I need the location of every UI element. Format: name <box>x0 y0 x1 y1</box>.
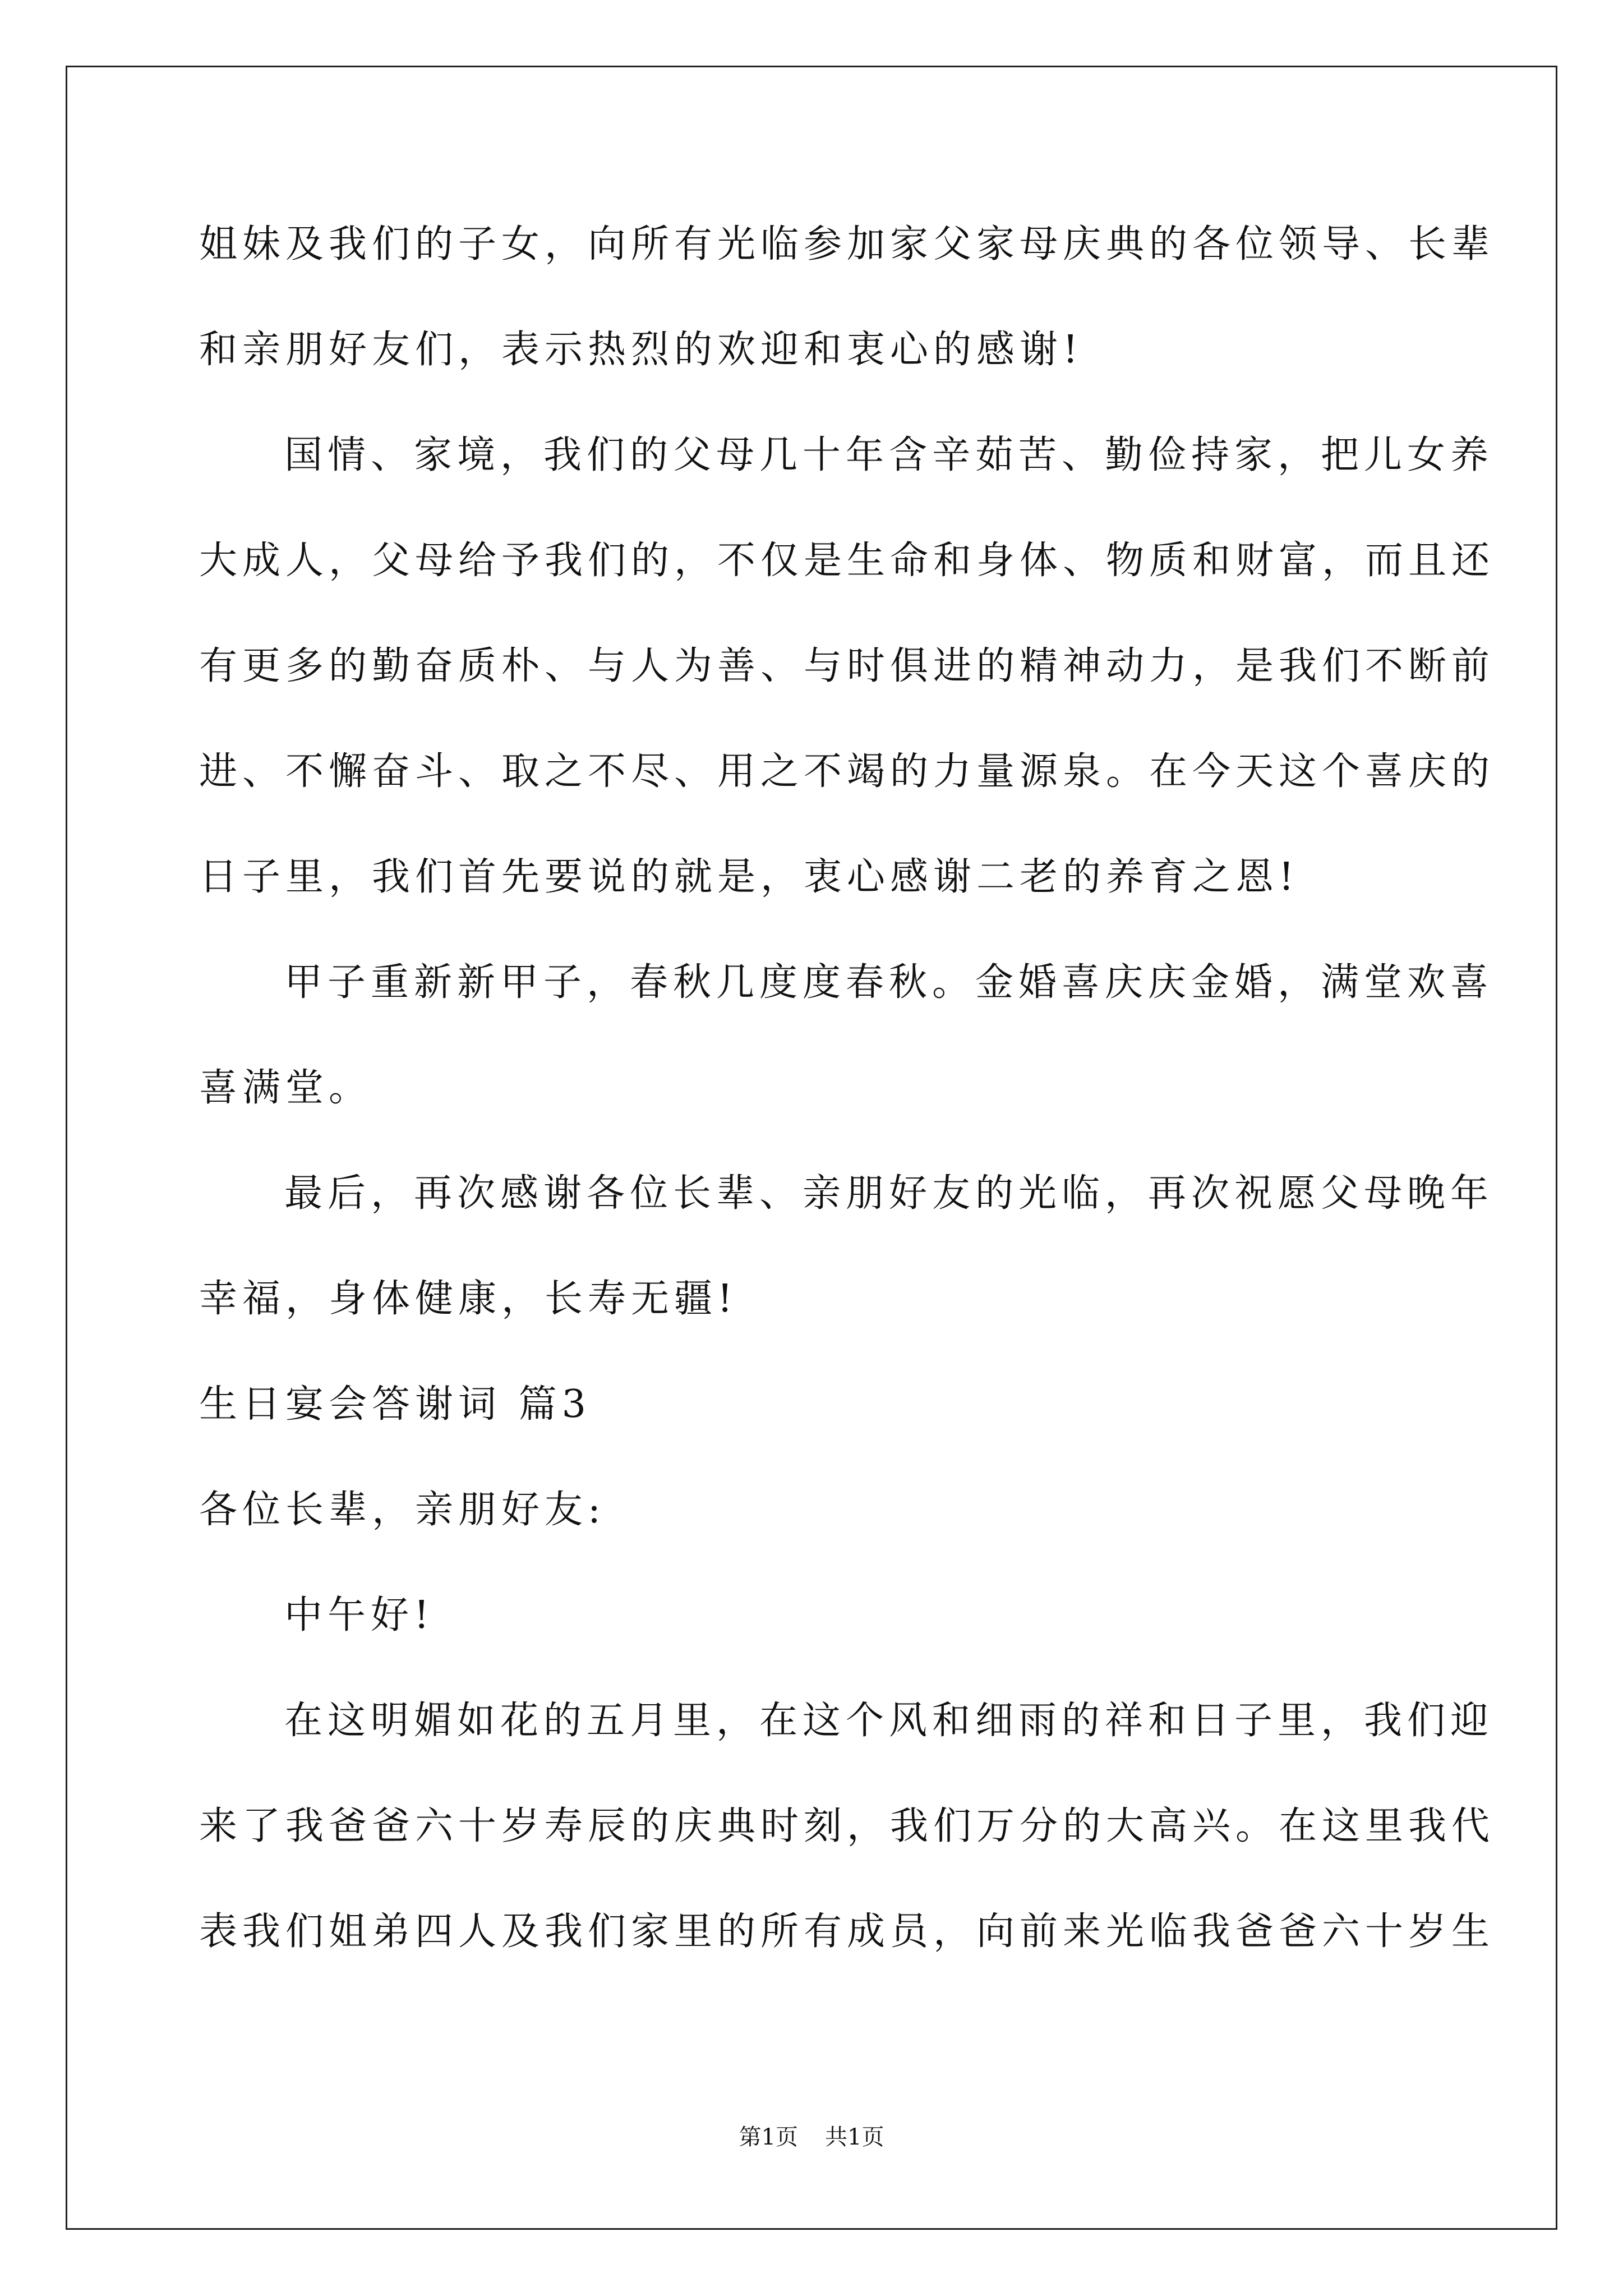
paragraph-line: 日子里，我们首先要说的就是，衷心感谢二老的养育之恩! <box>199 855 1299 899</box>
paragraph-line: 幸福，身体健康，长寿无疆! <box>199 1277 738 1321</box>
paragraph-line: 最后，再次感谢各位长辈、亲朋好友的光临，再次祝愿父母晚年 <box>284 1171 1494 1216</box>
section-heading: 生日宴会答谢词 篇3 <box>199 1382 591 1427</box>
page-number: 第1页 <box>739 2124 798 2150</box>
paragraph-line: 进、不懈奋斗、取之不尽、用之不竭的力量源泉。在今天这个喜庆的 <box>199 749 1495 794</box>
paragraph-line: 姐妹及我们的子女，向所有光临参加家父家母庆典的各位领导、长辈 <box>199 222 1495 266</box>
paragraph-line: 有更多的勤奋质朴、与人为善、与时俱进的精神动力，是我们不断前 <box>199 644 1495 688</box>
page-footer <box>0 2124 1623 2151</box>
paragraph-line: 来了我爸爸六十岁寿辰的庆典时刻，我们万分的大高兴。在这里我代 <box>199 1804 1495 1848</box>
paragraph-line: 甲子重新新甲子，春秋几度度春秋。金婚喜庆庆金婚，满堂欢喜 <box>284 960 1494 1005</box>
page-border <box>66 66 1557 2230</box>
paragraph-line: 表我们姐弟四人及我们家里的所有成员，向前来光临我爸爸六十岁生 <box>199 1910 1495 1954</box>
salutation: 各位长辈，亲朋好友: <box>199 1488 606 1532</box>
greeting: 中午好! <box>284 1593 435 1637</box>
paragraph-line: 在这明媚如花的五月里，在这个风和细雨的祥和日子里，我们迎 <box>284 1699 1494 1743</box>
page-total: 共1页 <box>825 2124 884 2150</box>
paragraph-line: 国情、家境，我们的父母几十年含辛茹苦、勤俭持家，把儿女养 <box>284 433 1494 477</box>
paragraph-line: 喜满堂。 <box>199 1066 372 1110</box>
paragraph-line: 大成人，父母给予我们的，不仅是生命和身体、物质和财富，而且还 <box>199 539 1495 583</box>
paragraph-line: 和亲朋好友们，表示热烈的欢迎和衷心的感谢! <box>199 328 1083 372</box>
